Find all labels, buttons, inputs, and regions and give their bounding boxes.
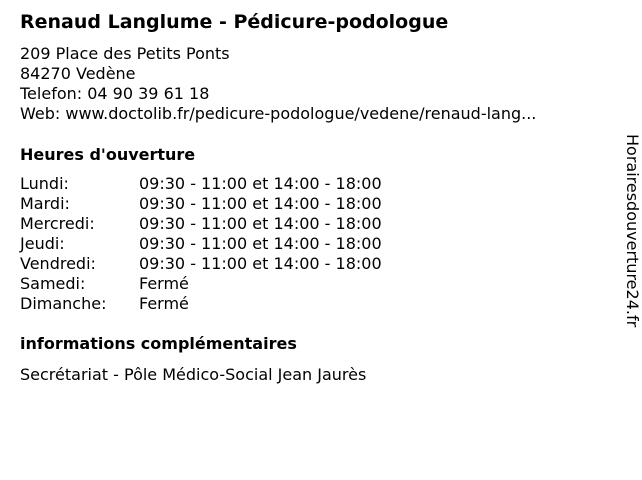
- opening-hours-table: [20, 174, 382, 314]
- day-label: Samedi:: [20, 274, 86, 293]
- hours-row-saturday: [20, 274, 382, 294]
- day-label: Vendredi:: [20, 254, 96, 273]
- day-label: Jeudi:: [20, 234, 65, 253]
- hours-value: 09:30 - 11:00 et 14:00 - 18:00: [139, 174, 382, 193]
- hours-value: 09:30 - 11:00 et 14:00 - 18:00: [139, 214, 382, 233]
- day-label: Lundi:: [20, 174, 69, 193]
- opening-hours-heading: Heures d'ouverture: [20, 145, 196, 164]
- address-block: [20, 44, 536, 124]
- hours-row-wednesday: [20, 214, 382, 234]
- day-label: Mardi:: [20, 194, 70, 213]
- hours-value: Fermé: [139, 274, 189, 293]
- hours-row-tuesday: [20, 194, 382, 214]
- phone-number: Telefon: 04 90 39 61 18: [20, 84, 210, 103]
- hours-value: 09:30 - 11:00 et 14:00 - 18:00: [139, 254, 382, 273]
- city-address: 84270 Vedène: [20, 64, 136, 83]
- hours-row-sunday: [20, 294, 382, 314]
- website-link[interactable]: Web: www.doctolib.fr/pedicure-podologue/vedene/renaud-lang...: [20, 104, 537, 123]
- hours-value: Fermé: [139, 294, 189, 313]
- hours-value: 09:30 - 11:00 et 14:00 - 18:00: [139, 234, 382, 253]
- additional-info-text: Secrétariat - Pôle Médico-Social Jean Jaurès: [20, 365, 367, 384]
- street-address: 209 Place des Petits Ponts: [20, 44, 230, 63]
- page-title: Renaud Langlume - Pédicure-podologue: [20, 11, 449, 33]
- day-label: Dimanche:: [20, 294, 107, 313]
- additional-info-heading: informations complémentaires: [20, 334, 297, 353]
- hours-row-thursday: [20, 234, 382, 254]
- hours-row-monday: [20, 174, 382, 194]
- brand-watermark: Horairesdouverture24.fr: [623, 134, 642, 328]
- day-label: Mercredi:: [20, 214, 95, 233]
- hours-value: 09:30 - 11:00 et 14:00 - 18:00: [139, 194, 382, 213]
- hours-row-friday: [20, 254, 382, 274]
